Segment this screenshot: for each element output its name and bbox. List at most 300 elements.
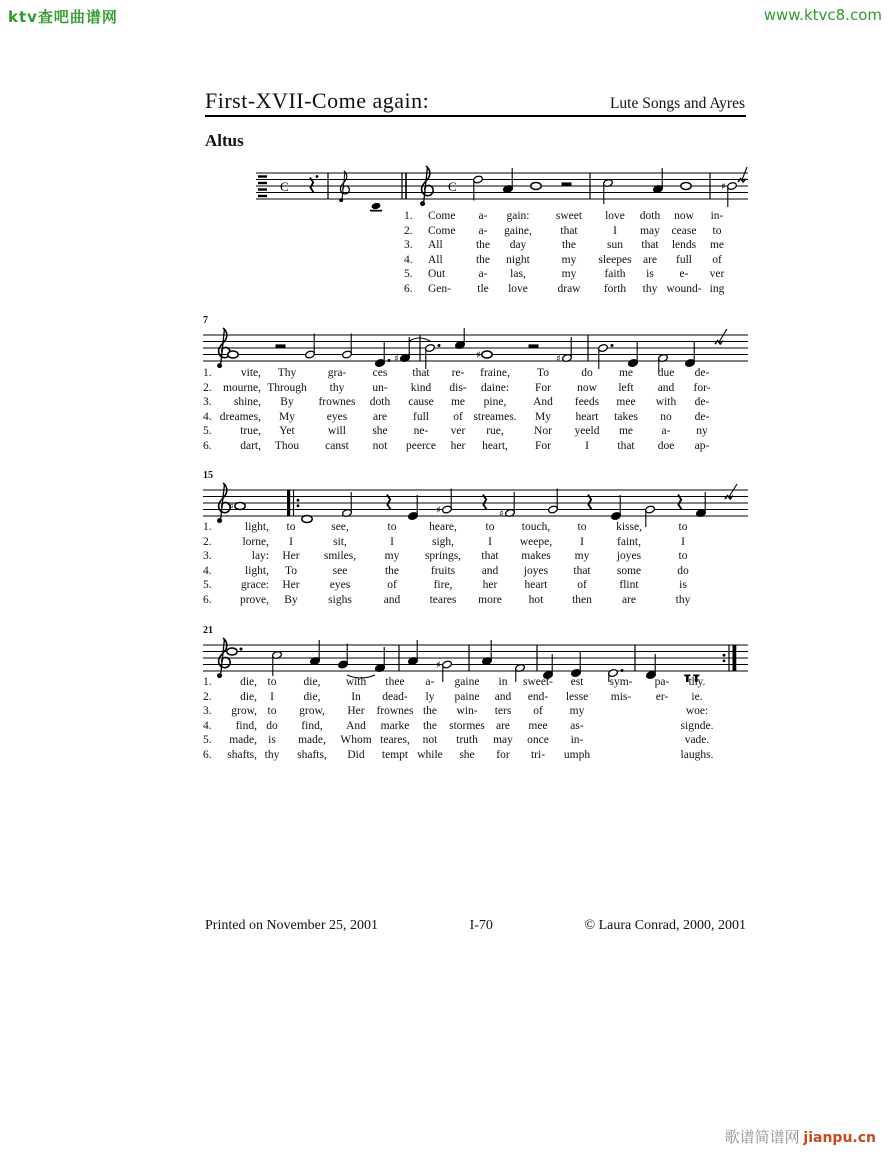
lyrics-block-4 <box>203 675 717 762</box>
lyric-syllable: I <box>580 535 584 548</box>
augmentation-dot <box>240 648 243 651</box>
lyric-syllable: I <box>681 535 685 548</box>
lyric-syllable: day <box>509 239 527 251</box>
lyric-syllable: cause <box>408 396 434 408</box>
lyric-syllable: once <box>527 734 549 746</box>
lyric-syllable: ap- <box>694 439 710 452</box>
measure-number: 21 <box>203 625 213 636</box>
lyric-syllable <box>647 733 677 748</box>
incipit-low-note <box>371 202 381 210</box>
lyric-syllable: that <box>573 564 591 577</box>
lyric-syllable: do <box>581 367 593 379</box>
lyric-syllable: woe: <box>685 705 709 717</box>
lyric-syllable: ver <box>709 268 725 280</box>
lyric-syllable <box>595 733 647 748</box>
augmentation-dot <box>611 344 614 347</box>
lyric-line <box>203 564 711 579</box>
lyric-syllable <box>647 748 677 763</box>
lyric-syllable: makes <box>521 550 551 562</box>
lyric-line <box>203 439 719 454</box>
lyric-syllable: to <box>286 521 296 533</box>
lyric-syllable: faint, <box>617 535 641 548</box>
time-signature: C <box>280 178 289 194</box>
lyric-line <box>203 733 717 748</box>
lyric-syllable: dart, <box>240 439 261 452</box>
lyric-syllable: vade. <box>684 734 710 746</box>
treble-clef-icon <box>217 638 230 678</box>
lyric-syllable: By <box>280 396 294 408</box>
lyric-syllable: me <box>618 425 634 437</box>
lyric-syllable: to <box>267 676 277 688</box>
lyric-syllable: wound- <box>666 282 702 295</box>
lyric-syllable: then <box>572 593 592 606</box>
lyric-syllable: see, <box>331 521 349 533</box>
augmentation-dot <box>316 175 319 178</box>
lyric-syllable: light, <box>245 521 269 533</box>
lyric-syllable: to <box>387 521 397 533</box>
watermark-top-right: www.ktvc8.com <box>763 6 882 24</box>
lyric-line <box>203 593 711 608</box>
lyric-syllable: thy. <box>688 676 706 688</box>
lyric-syllable: mee <box>528 719 548 732</box>
lyric-syllable: shafts, <box>297 748 327 761</box>
lyrics-block-2 <box>203 366 719 453</box>
lyric-syllable: de- <box>694 367 710 379</box>
verse-number: 5. <box>404 268 413 280</box>
treble-clef-icon <box>339 171 349 202</box>
lyrics-block-3 <box>203 520 711 607</box>
lyric-syllable: umph <box>563 748 591 761</box>
lyric-syllable: true, <box>240 425 261 437</box>
page-number: I-70 <box>469 918 493 933</box>
lyric-syllable <box>647 719 677 734</box>
lyric-syllable: Through <box>267 381 307 394</box>
lyric-syllable: full <box>413 410 429 423</box>
lyric-syllable: prove, <box>239 593 269 606</box>
lyric-line <box>203 535 711 550</box>
lyric-syllable: My <box>535 410 551 423</box>
lyric-syllable: All <box>428 253 443 266</box>
lyric-syllable: die, <box>303 690 321 703</box>
lyric-syllable: my <box>561 268 577 280</box>
lyric-syllable: night <box>506 253 530 266</box>
treble-clef-icon <box>339 171 349 202</box>
lyric-syllable: e- <box>679 268 689 280</box>
lyric-syllable: ver <box>450 425 466 437</box>
time-signature: C <box>448 178 457 194</box>
lyric-syllable: is <box>268 734 276 746</box>
treble-clef-icon <box>420 166 433 206</box>
augmentation-dot <box>388 359 391 362</box>
lyric-syllable: sweet- <box>522 676 553 688</box>
lyric-syllable: fruits <box>430 564 456 577</box>
lyric-syllable: In <box>351 690 361 703</box>
lyric-syllable: draw <box>557 282 581 295</box>
verse-number: 3. <box>203 550 212 562</box>
incipit-block <box>258 182 267 184</box>
incipit-block <box>258 175 267 177</box>
lyric-syllable: Thy <box>277 367 297 379</box>
lyric-syllable: flint <box>619 579 639 591</box>
lyric-syllable: pine, <box>483 396 507 408</box>
copyright-notice: © Laura Conrad, 2000, 2001 <box>584 918 746 933</box>
lyric-syllable: that <box>641 239 659 251</box>
lyric-syllable <box>595 704 647 719</box>
lyric-syllable: weepe, <box>519 535 553 548</box>
lyric-syllable: die, <box>240 690 257 703</box>
lyric-syllable: My <box>279 410 295 423</box>
lyric-syllable: faith <box>604 268 626 280</box>
lyric-syllable: lorne, <box>242 535 269 548</box>
incipit-block <box>258 195 267 197</box>
lyric-syllable: de- <box>694 396 710 408</box>
treble-clef-icon <box>217 638 230 678</box>
lyric-syllable: ie. <box>691 690 703 703</box>
lyric-syllable: Did <box>347 748 365 761</box>
lyric-syllable: thy <box>329 381 345 394</box>
lyric-syllable: may <box>640 224 660 237</box>
treble-clef-icon <box>420 166 433 206</box>
lyric-syllable: fire, <box>433 579 453 591</box>
lyric-syllable: teares <box>429 593 457 606</box>
lyric-syllable: paine <box>454 690 480 703</box>
lyric-syllable: that <box>412 367 430 379</box>
lyric-syllable <box>595 719 647 734</box>
lyric-syllable: no <box>660 410 672 423</box>
lyric-syllable: of <box>453 410 463 423</box>
lyric-syllable: a- <box>478 268 488 280</box>
lyric-syllable: her <box>450 439 466 452</box>
lyric-syllable: las, <box>510 268 526 280</box>
lyric-syllable: joyes <box>523 564 549 577</box>
lyric-syllable: vite, <box>240 367 261 379</box>
lyric-syllable: To <box>285 564 297 577</box>
lyric-syllable: lends <box>671 239 697 251</box>
lyric-syllable: gaine, <box>504 224 532 237</box>
watermark-site-url: jianpu.cn <box>803 1130 876 1146</box>
lyric-syllable: grace: <box>240 579 269 591</box>
lyric-syllable: to <box>267 705 277 717</box>
lyric-syllable: in- <box>710 210 724 222</box>
lyric-syllable: made, <box>298 734 326 746</box>
lyric-line <box>203 690 717 705</box>
lyric-syllable: teares, <box>380 734 410 746</box>
sharp-accidental: ♯ <box>556 353 561 365</box>
lyric-syllable: do <box>677 564 689 577</box>
lyric-syllable: kind <box>410 381 432 394</box>
lyric-syllable: For <box>535 381 551 394</box>
lyric-syllable: is <box>646 268 654 280</box>
lyric-syllable: gaine <box>454 676 480 688</box>
lyric-syllable: smiles, <box>323 550 357 562</box>
lyric-syllable: some <box>616 564 642 577</box>
lyric-syllable: springs, <box>424 550 462 562</box>
lyric-syllable: with <box>655 396 677 408</box>
lyric-syllable: Nor <box>534 425 552 437</box>
lyric-syllable: she <box>459 748 475 761</box>
lyric-syllable: signde. <box>680 719 714 732</box>
lyric-syllable: joyes <box>616 550 642 562</box>
lyric-syllable: that <box>617 439 635 452</box>
lyric-syllable: stormes <box>449 719 485 732</box>
sharp-accidental: ♯ <box>436 660 441 672</box>
lyric-syllable: thee <box>385 676 405 688</box>
lyric-syllable: grow, <box>299 705 325 717</box>
lyric-syllable: mourne, <box>222 381 261 394</box>
lyric-syllable: not <box>372 439 388 452</box>
lyric-syllable: the <box>422 719 438 732</box>
header-rule <box>205 115 746 117</box>
whole-note <box>482 351 492 358</box>
lyrics-block-1 <box>404 209 732 296</box>
lyric-syllable: truth <box>456 734 478 746</box>
lyric-syllable: my <box>569 705 585 717</box>
verse-number: 6. <box>203 593 212 606</box>
verse-number: 5. <box>203 579 212 591</box>
lyric-syllable: to <box>678 550 688 562</box>
watermark-bottom-right <box>725 1126 876 1147</box>
lyric-line <box>203 395 719 410</box>
lyric-syllable: doth <box>639 210 661 222</box>
lyric-syllable: thy <box>642 282 658 295</box>
lyric-syllable: that <box>560 224 578 237</box>
verse-number: 6. <box>203 439 212 452</box>
lyric-syllable: and <box>383 593 401 606</box>
lyric-syllable: are <box>372 410 388 423</box>
lyric-syllable: tle <box>477 282 489 295</box>
lyric-syllable: she <box>372 425 388 437</box>
half-rest <box>276 344 286 348</box>
lyric-syllable: shafts, <box>227 748 257 761</box>
lyric-syllable: sigh, <box>431 535 455 548</box>
lyric-syllable: daine: <box>480 381 510 394</box>
lyric-line <box>404 253 732 268</box>
sharp-accidental: ♯ <box>229 501 234 513</box>
lyric-syllable: and <box>494 690 512 703</box>
verse-number: 6. <box>404 282 413 295</box>
lyric-line <box>404 282 732 297</box>
lyric-syllable: end- <box>527 690 549 703</box>
lyric-syllable: forth <box>603 282 627 295</box>
lyric-syllable: rue, <box>486 425 504 437</box>
repeat-barline <box>287 490 290 516</box>
lyric-line <box>203 410 719 425</box>
lyric-syllable: are <box>621 593 637 606</box>
lyric-syllable: ces <box>372 367 388 379</box>
lyric-syllable: fraine, <box>480 367 510 379</box>
lyric-syllable: Come <box>428 210 456 222</box>
sharp-accidental: ♯ <box>721 181 726 193</box>
lyric-line <box>404 209 732 224</box>
lyric-syllable: find, <box>235 719 257 732</box>
lyric-syllable: mee <box>616 396 636 408</box>
sharp-accidental: ♯ <box>436 505 441 517</box>
lyric-syllable: I <box>289 535 293 548</box>
lyric-syllable: that <box>481 550 499 562</box>
lyric-syllable: eyes <box>329 579 351 591</box>
lyric-syllable: my <box>574 550 590 562</box>
augmentation-dot <box>621 669 624 672</box>
lyric-syllable: peerce <box>406 439 436 452</box>
lyric-syllable: a- <box>425 676 435 688</box>
piece-title: First-XVII-Come again: <box>205 88 430 113</box>
verse-number: 3. <box>203 705 212 717</box>
lyric-syllable: a- <box>478 210 488 222</box>
lyric-syllable: find, <box>301 719 323 732</box>
lyric-syllable: lay: <box>251 550 269 562</box>
lyric-syllable: now <box>674 210 694 222</box>
whole-note <box>228 351 238 358</box>
lyric-syllable: est <box>570 676 584 688</box>
lyric-syllable: sym- <box>609 676 633 688</box>
lyric-syllable: gra- <box>327 367 347 379</box>
lyric-line <box>203 520 711 535</box>
verse-number: 2. <box>203 535 212 548</box>
lyric-syllable: die, <box>303 676 321 688</box>
footer <box>205 918 746 934</box>
lyric-syllable: the <box>561 239 577 251</box>
lyric-syllable: sun <box>607 239 623 251</box>
lyric-syllable: win- <box>456 705 478 717</box>
lyric-syllable: her <box>482 579 498 591</box>
lyric-syllable: lesse <box>565 690 589 703</box>
lyric-syllable: of <box>577 579 587 591</box>
lyric-line <box>404 267 732 282</box>
lyric-syllable: do <box>266 719 278 732</box>
lyric-line <box>203 366 719 381</box>
lyric-syllable: ing <box>709 282 725 295</box>
lyric-syllable: with <box>345 676 367 688</box>
lyric-syllable: And <box>533 396 553 408</box>
lyric-syllable: love <box>508 282 528 295</box>
lyric-syllable: tri- <box>530 748 546 761</box>
lyric-syllable: heart <box>524 579 548 591</box>
sharp-accidental: ♯ <box>394 353 399 365</box>
lyric-syllable: Thou <box>274 439 300 452</box>
lyric-syllable: made, <box>229 734 257 746</box>
lyric-syllable: may <box>493 734 513 746</box>
lyric-syllable: pa- <box>654 676 670 688</box>
lyric-syllable: my <box>384 550 400 562</box>
lyric-syllable: for <box>496 748 510 761</box>
treble-clef-icon <box>217 328 230 368</box>
lyric-syllable: canst <box>325 439 349 452</box>
lyric-syllable: Out <box>428 268 446 280</box>
lyric-syllable: Whom <box>340 734 372 746</box>
verse-number: 3. <box>404 239 413 251</box>
lyric-syllable: heart, <box>482 439 508 452</box>
lyric-syllable: of <box>712 253 722 266</box>
lyric-syllable: un- <box>372 381 388 394</box>
lyric-line <box>203 704 717 719</box>
lyric-syllable: heare, <box>429 521 457 533</box>
lyric-syllable: doe <box>657 439 675 452</box>
lyric-syllable: my <box>561 253 577 266</box>
lyric-syllable: Her <box>347 705 365 717</box>
lyric-syllable: heart <box>575 410 599 423</box>
lyric-syllable: a- <box>661 425 671 437</box>
verse-number: 4. <box>203 410 212 423</box>
whole-note <box>531 183 541 190</box>
lyric-syllable: to <box>577 521 587 533</box>
verse-number: 3. <box>203 396 212 408</box>
lyric-syllable: dead- <box>382 690 408 703</box>
lyric-syllable: ne- <box>413 425 429 437</box>
verse-number: 1. <box>203 367 212 379</box>
verse-number: 5. <box>203 425 212 437</box>
verse-number: 4. <box>203 719 212 732</box>
lyric-syllable: kisse, <box>616 521 642 533</box>
verse-number: 4. <box>404 253 413 266</box>
lyric-syllable: By <box>284 593 298 606</box>
verse-number: 2. <box>203 381 212 394</box>
lyric-syllable: sweet <box>555 210 583 222</box>
lyric-syllable <box>647 704 677 719</box>
lyric-syllable: I <box>270 690 274 703</box>
lyric-syllable: I <box>585 439 589 452</box>
treble-clef-icon <box>217 328 230 368</box>
augmentation-dot <box>438 344 441 347</box>
lyric-syllable: tempt <box>381 748 409 761</box>
lyric-syllable: are <box>642 253 658 266</box>
lyric-syllable: thy <box>264 748 280 761</box>
verse-number: 1. <box>203 676 212 688</box>
lyric-syllable: grow, <box>231 705 257 717</box>
lyric-syllable: takes <box>614 410 638 423</box>
lyric-syllable: yeeld <box>574 425 600 437</box>
sharp-accidental: ♯ <box>476 350 481 362</box>
lyric-syllable: I <box>613 224 617 237</box>
lyric-syllable: ters <box>494 705 512 717</box>
lyric-syllable: more <box>478 593 502 606</box>
lyric-syllable: the <box>475 239 491 251</box>
repeat-dot <box>723 654 726 657</box>
lyric-syllable: shine, <box>233 396 261 408</box>
lyric-syllable: for- <box>693 381 711 394</box>
lyric-syllable: a- <box>478 224 488 237</box>
lyric-syllable: of <box>533 705 543 717</box>
half-rest <box>529 344 539 348</box>
final-barline <box>733 645 737 671</box>
lyric-syllable: To <box>537 367 549 379</box>
lyric-syllable: light, <box>245 564 269 577</box>
lyric-syllable: as- <box>570 719 584 732</box>
lyric-syllable: Her <box>282 550 300 562</box>
lyric-syllable: And <box>346 719 366 732</box>
lyric-line <box>203 578 711 593</box>
verse-number: 6. <box>203 748 212 761</box>
lyric-syllable: sighs <box>328 593 352 606</box>
lyric-syllable: see <box>332 564 348 577</box>
verse-number: 1. <box>404 210 413 222</box>
lyric-syllable: love <box>605 210 625 222</box>
watermark-top-left: ktv查吧曲谱网 <box>8 8 118 26</box>
collection-title: Lute Songs and Ayres <box>609 95 745 112</box>
ledger-line <box>370 210 382 212</box>
lyric-syllable: the <box>384 564 400 577</box>
lyric-syllable: frownes <box>376 705 414 717</box>
lyric-syllable: Come <box>428 224 456 237</box>
lyric-syllable: die, <box>240 676 257 688</box>
lyric-line <box>203 424 719 439</box>
staff-system-1 <box>256 163 748 213</box>
lyric-syllable: dreames, <box>219 410 261 423</box>
lyric-syllable: cease <box>671 224 697 237</box>
lyric-syllable: in <box>498 676 508 688</box>
lyric-syllable: Gen- <box>428 282 451 295</box>
verse-number: 5. <box>203 734 212 746</box>
lyric-line <box>404 224 732 239</box>
